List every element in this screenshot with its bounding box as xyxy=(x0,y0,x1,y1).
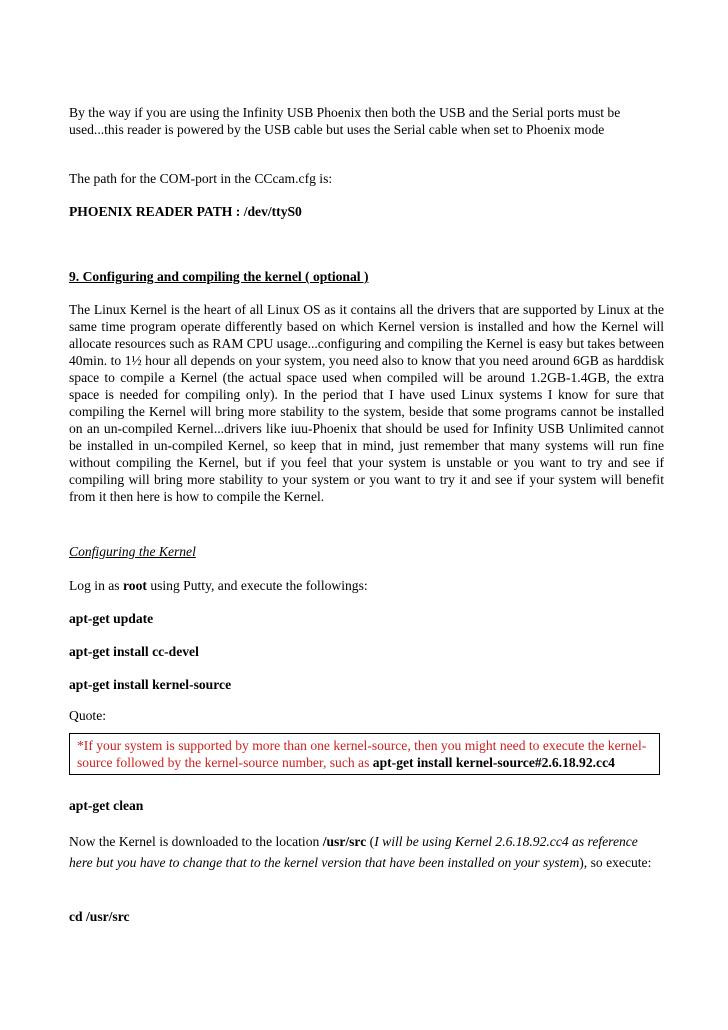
command-text: apt-get clean xyxy=(69,798,144,813)
quote-label xyxy=(69,707,664,724)
login-user: root xyxy=(123,578,147,593)
download-italic-note: I will be using Kernel 2.6.18.92.cc4 as reference here but you have to change that to the kernel version that have been installed on your system xyxy=(69,834,638,870)
quote-label-text: Quote: xyxy=(69,708,106,723)
kernel-explanation-text: The Linux Kernel is the heart of all Linux OS as it contains all the drivers that are supported by Linux at the same time program operate differently based on which Kernel version is installed and how the Kernel will allocate resources such as RAM CPU usage...configuring and compiling the Kernel is easy but takes between 40min. to 1½ hour all depends on your system, you need also to know that you need around 6GB as harddisk space to compile a Kernel (the actual space used when compiled will be around 1.2GB-1.4GB, the extra space is needed for compiling only). In the period that I have used Linux systems I know for sure that compiling the Kernel will bring more stability to the system, beside that some programs cannot be installed on an un-compiled Kernel...drivers like iuu-Phoenix that should be used for Infinity USB Unlimited cannot be installed in un-compiled Kernel, so keep that in mind, just remember that many systems will run fine without compiling the Kernel, but if you feel that your system is unstable or you want to try and see if compiling will bring more stability to your system or you want to try it and see if your system will benefit from it then here is how to compile the Kernel. xyxy=(69,302,664,504)
command-text: apt-get install kernel-source xyxy=(69,677,232,692)
quote-box xyxy=(69,733,660,775)
configuring-kernel-heading-text: Configuring the Kernel xyxy=(69,544,196,559)
download-open-paren: ( xyxy=(366,834,375,849)
section-9-heading-text: 9. Configuring and compiling the kernel ( optional ) xyxy=(69,269,369,284)
download-location-paragraph xyxy=(69,831,664,873)
login-pre-text: Log in as xyxy=(69,578,123,593)
command-apt-get-update xyxy=(69,610,664,627)
command-cd-usr-src xyxy=(69,908,664,925)
login-post-text: using Putty, and execute the followings: xyxy=(146,578,368,593)
download-pre-text: Now the Kernel is downloaded to the location xyxy=(69,834,323,849)
command-text: apt-get install cc-devel xyxy=(69,644,199,659)
command-text: cd /usr/src xyxy=(69,909,130,924)
intro-text: By the way if you are using the Infinity USB Phoenix then both the USB and the Serial ports must be used...this reader is powered by the USB cable but uses the Serial cable when set to Phoenix mode xyxy=(69,105,621,137)
quote-text: *If your system is supported by more than one kernel-source, then you might need to execute the kernel-source followed by the kernel-source number, such as xyxy=(77,738,647,770)
kernel-explanation-paragraph xyxy=(69,301,664,505)
section-9-heading xyxy=(69,268,664,285)
quote-command: apt-get install kernel-source#2.6.18.92.cc4 xyxy=(372,755,615,770)
phoenix-path-text: PHOENIX READER PATH : /dev/ttyS0 xyxy=(69,204,302,219)
download-post-text: ), so execute: xyxy=(579,855,652,870)
command-install-kernel-source xyxy=(69,676,664,693)
command-text: apt-get update xyxy=(69,611,154,626)
download-path: /usr/src xyxy=(322,834,367,849)
intro-paragraph xyxy=(69,104,664,138)
command-apt-get-clean xyxy=(69,797,664,814)
com-port-paragraph xyxy=(69,170,664,187)
command-install-cc-devel xyxy=(69,643,664,660)
login-instruction xyxy=(69,577,664,594)
configuring-kernel-heading xyxy=(69,543,664,560)
phoenix-reader-path xyxy=(69,203,664,220)
com-port-text: The path for the COM-port in the CCcam.cfg is: xyxy=(69,171,333,186)
